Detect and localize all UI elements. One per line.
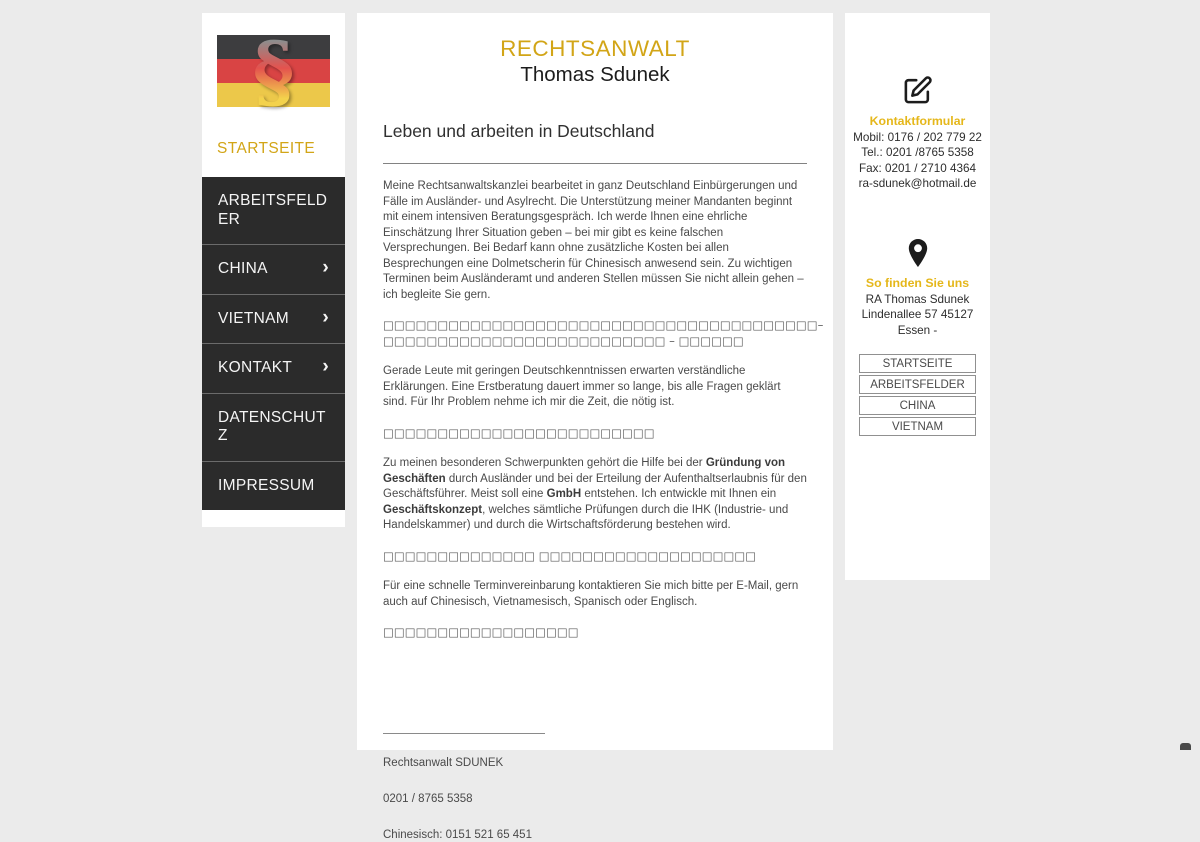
signature-chinese-phone: Chinesisch: 0151 521 65 451 — [383, 828, 532, 841]
sidebar-item-kontakt[interactable] — [202, 343, 345, 393]
sidebar-item-label: KONTAKT — [218, 359, 293, 376]
signature-name: Rechtsanwalt SDUNEK — [383, 756, 504, 769]
paragraph-chinese-2: □□□□□□□□□□□□□□□□□□□□□□□□□ — [383, 425, 655, 440]
map-pin-icon — [845, 238, 990, 273]
sidebar-item-arbeitsfelder[interactable]: ARBEITSFELDER — [218, 192, 328, 228]
address-name: RA Thomas Sdunek — [865, 293, 970, 307]
sidebar-item-label: VIETNAM — [218, 309, 289, 327]
sidebar-item-china[interactable] — [202, 244, 345, 294]
paragraph-german-2: Gerade Leute mit geringen Deutschkenntnissen erwarten verständliche Erklärungen. Eine Erstberatung dauert immer so lange, bis alle Fragen geklärt sind. Für Ihr Problem nehme ich mir die Zeit, die nötig ist. — [383, 365, 781, 408]
quick-nav — [859, 354, 976, 436]
site-title — [383, 35, 807, 87]
paragraph-symbol-icon: § — [217, 35, 330, 107]
site-title-line1: RECHTSANWALT — [500, 36, 690, 61]
site-title-line2: Thomas Sdunek — [520, 63, 670, 86]
corner-widget-button[interactable] — [1180, 743, 1191, 750]
quicknav-vietnam-button[interactable]: VIETNAM — [859, 417, 976, 436]
quicknav-china-button[interactable]: CHINA — [859, 396, 976, 415]
page-title: Leben und arbeiten in Deutschland — [383, 121, 655, 141]
sidebar-item-label: CHINA — [218, 260, 268, 277]
signature-divider — [383, 733, 545, 734]
paragraph-chinese-1: □□□□□□□□□□□□□□□□□□□□□□□□□□□□□□□□□□□□□□□□– □□□□□□□□□□□□□□□□□□□□□□□□□□ – □□□□□□ — [383, 318, 824, 348]
article-body — [383, 179, 824, 641]
sidebar-item-startseite[interactable]: STARTSEITE — [217, 140, 316, 157]
quicknav-arbeitsfelder-button[interactable]: ARBEITSFELDER — [859, 375, 976, 394]
contact-email[interactable]: ra-sdunek@hotmail.de — [858, 176, 977, 190]
signature-phone: 0201 / 8765 5358 — [383, 792, 473, 805]
sidebar-item-vietnam[interactable] — [202, 294, 345, 344]
address-street: Lindenallee 57 45127 — [861, 308, 974, 322]
sidebar-item-datenschutz[interactable]: DATENSCHUTZ — [202, 393, 345, 461]
paragraph-german-4: Für eine schnelle Terminvereinbarung kontaktieren Sie mich bitte per E-Mail, gern auch auf Chinesisch, Vietnamesisch, Spanisch oder Englisch. — [383, 580, 799, 608]
quicknav-startseite-button[interactable]: STARTSEITE — [859, 354, 976, 373]
contact-mobile: Mobil: 0176 / 202 779 22 — [853, 131, 982, 144]
sidebar-item-impressum[interactable]: IMPRESSUM — [202, 461, 345, 511]
left-sidebar — [202, 13, 345, 527]
contact-info — [845, 130, 990, 191]
divider — [383, 163, 807, 164]
chevron-right-icon: › — [322, 306, 329, 328]
paragraph-chinese-3: □□□□□□□□□□□□□□ □□□□□□□□□□□□□□□□□□□□ — [383, 548, 757, 563]
logo-german-flag — [217, 24, 330, 118]
contact-form-link[interactable]: Kontaktformular — [869, 114, 966, 128]
main-content — [357, 13, 833, 841]
sidebar-menu — [202, 177, 345, 510]
contact-fax: Fax: 0201 / 2710 4364 — [859, 161, 976, 175]
address — [845, 292, 990, 338]
chevron-right-icon: › — [322, 257, 329, 279]
chevron-right-icon: › — [322, 356, 329, 378]
edit-icon — [845, 75, 990, 111]
contact-tel: Tel.: 0201 /8765 5358 — [861, 146, 974, 160]
paragraph-german-1: Meine Rechtsanwaltskanzlei bearbeitet in ganz Deutschland Einbürgerungen und Fälle im Ausländer- und Asylrecht. Die Unterstützung meiner Mandanten beginnt mit einem intensiven Beratungsgespräch. Ich werde Ihnen eine ehrliche Einschätzung Ihrer Situation geben – bei mir gibt es keine falschen Versprechungen. Bei Bedarf kann ohne zusätzliche Kosten bei allen Besprechungen eine Dolmetscherin für Chinesisch anwesend sein. Zu wichtigen Terminen beim Ausländeramt und anderen Stellen müssen Sie nicht allein gehen – ich begleite Sie gern. — [383, 180, 804, 301]
find-us-title: So finden Sie uns — [865, 276, 970, 291]
address-city: Essen - — [897, 323, 938, 337]
paragraph-chinese-4: □□□□□□□□□□□□□□□□□□ — [383, 625, 579, 639]
right-sidebar — [845, 13, 990, 580]
paragraph-german-3: Zu meinen besonderen Schwerpunkten gehört die Hilfe bei der Gründung von Geschäften durch Ausländer und bei der Erteilung der Aufenthaltserlaubnis für den Geschäftsführer. Meist soll eine GmbH entstehen. Ich entwickle mit Ihnen ein Geschäftskonzept, welches sämtliche Prüfungen durch die IHK (Industrie- und Handelskammer) und durch die Wirtschaftsförderung bestehen wird. — [383, 457, 807, 531]
